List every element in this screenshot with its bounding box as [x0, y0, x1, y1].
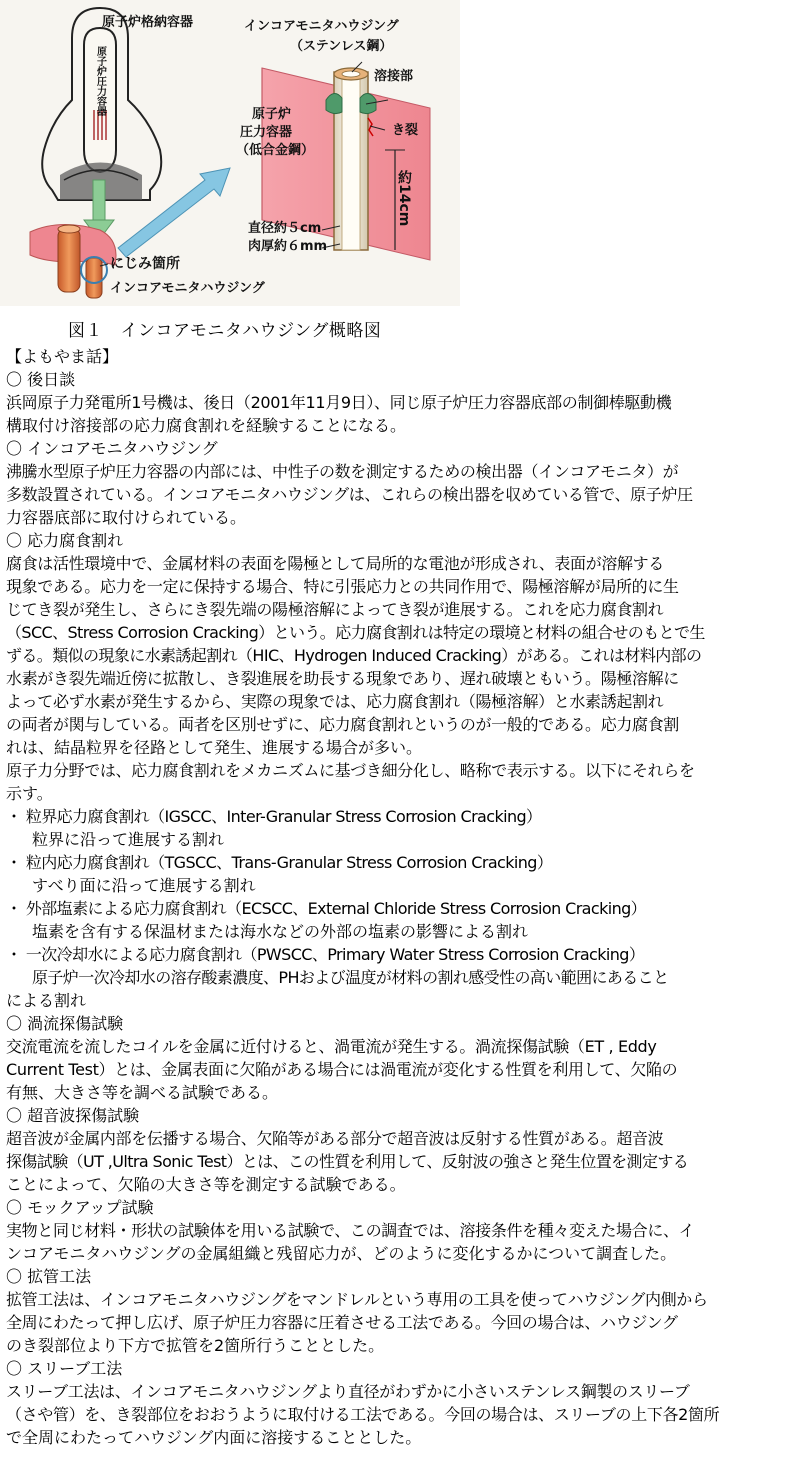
ut-line-1: 超音波が金属内部を伝播する場合、欠陥等がある部分で超音波は反射する性質がある。超音波 [6, 1129, 664, 1148]
label-rpv-3: （低合金鋼） [236, 143, 315, 158]
label-rpv-1: 原子炉 [252, 107, 292, 122]
bullet-ecscc: ・ 外部塩素による応力腐食割れ（ECSCC、External Chloride Stress Corrosion Cracking） [6, 899, 647, 918]
label-thickness: 肉厚約６mm [248, 239, 328, 254]
bullet-tgscc: ・ 粒内応力腐食割れ（TGSCC、Trans-Granular Stress Corrosion Cracking） [6, 853, 553, 872]
label-stainless: （ステンレス鋼） [290, 39, 393, 54]
sleeve-line-3: で全周にわたってハウジング内面に溶接することとした。 [6, 1428, 422, 1447]
label-diameter: 直径約５cm [248, 221, 322, 236]
mockup-line-2: ンコアモニタハウジングの金属組織と残留応力が、どのように変化するかについて調査した。 [6, 1244, 677, 1263]
expansion-line-3: のき裂部位より下方で拡管を2箇所行うこととした。 [6, 1336, 385, 1355]
expansion-line-2: 全周にわたって押し広げ、原子炉圧力容器に圧着させる工法である。今回の場合は、ハウジング [6, 1313, 678, 1332]
scc-line-11: 示す。 [6, 784, 53, 803]
section-title: 【よもやま話】 [6, 347, 119, 366]
label-length: 約14cm [396, 170, 412, 227]
scc-line-9: れは、結晶粒界を径路として発生、進展する場合が多い。 [6, 738, 423, 757]
ut-line-2: 探傷試験（UT ,Ultra Sonic Test）とは、この性質を利用して、反射波の強さと発生位置を測定する [6, 1152, 689, 1171]
heading-expansion: 〇 拡管工法 [6, 1267, 92, 1286]
heading-et: 〇 渦流探傷試験 [6, 1014, 124, 1033]
scc-line-3: じてき裂が発生し、さらにき裂先端の陽極溶解によってき裂が進展する。これを応力腐食割れ [6, 600, 664, 619]
scc-line-2: 現象である。応力を一定に保持する場合、特に引張応力との共同作用で、陽極溶解が局所的に生 [6, 577, 679, 596]
scc-line-6: 水素がき裂先端近傍に拡散し、き裂進展を助長する現象であり、遅れ破壊ともいう。陽極溶解に [6, 669, 679, 688]
et-line-1: 交流電流を流したコイルを金属に近付けると、渦電流が発生する。渦流探傷試験（ET , Eddy [6, 1037, 657, 1056]
housing-line-3: 力容器底部に取付けられている。 [6, 508, 247, 527]
later-line-2: 構取付け溶接部の応力腐食割れを経験することになる。 [6, 416, 407, 435]
article-body [6, 345, 806, 1449]
et-line-2: Current Test）とは、金属表面に欠陥がある場合には渦電流が変化する性質を利用して、欠陥の [6, 1060, 678, 1079]
expansion-line-1: 拡管工法は、インコアモニタハウジングをマンドレルという専用の工具を使ってハウジング内側から [6, 1290, 708, 1309]
figure-diagram [0, 0, 460, 306]
mockup-line-1: 実物と同じ材料・形状の試験体を用いる試験で、この調査では、溶接条件を種々変えた場合に、イ [6, 1221, 695, 1240]
et-line-3: 有無、大きさ等を調べる試験である。 [6, 1083, 279, 1102]
sleeve-line-1: スリーブ工法は、インコアモニタハウジングより直径がわずかに小さいステンレス鋼製のスリーブ [6, 1382, 690, 1401]
bullet-pwscc-desc: 原子炉一次冷却水の溶存酸素濃度、PHおよび温度が材料の割れ感受性の高い範囲にあること [32, 968, 669, 987]
label-housing-bottom: インコアモニタハウジング [110, 281, 265, 296]
housing-pipe [326, 68, 376, 250]
heading-ut: 〇 超音波探傷試験 [6, 1106, 140, 1125]
bullet-ecscc-desc: 塩素を含有する保温材または海水などの外部の塩素の影響による割れ [32, 922, 529, 941]
scc-line-1: 腐食は活性環境中で、金属材料の表面を陽極として局所的な電池が形成され、表面が溶解する [6, 554, 664, 573]
heading-later: 〇 後日談 [6, 370, 76, 389]
scc-line-4: （SCC、Stress Corrosion Cracking）という。応力腐食割れは特定の環境と材料の組合せのもとで生 [6, 623, 705, 642]
later-line-1: 浜岡原子力発電所1号機は、後日（2001年11月9日）、同じ原子炉圧力容器底部の制御棒駆動機 [6, 393, 672, 412]
heading-mockup: 〇 モックアップ試験 [6, 1198, 154, 1217]
figure-incore-monitor-housing [0, 0, 460, 306]
scc-line-10: 原子力分野では、応力腐食割れをメカニズムに基づき細分化し、略称で表示する。以下にそれらを [6, 761, 695, 780]
scc-line-7: よって必ず水素が発生するから、実際の現象では、応力腐食割れ（陽極溶解）と水素誘起割れ [6, 692, 664, 711]
scc-line-8: の両者が関与している。両者を区別せずに、応力腐食割れというのが一般的である。応力腐食割 [6, 715, 679, 734]
label-rpv-2: 圧力容器 [240, 125, 293, 140]
scc-line-5: ずる。類似の現象に水素誘起割れ（HIC、Hydrogen Induced Cracking）がある。これは材料内部の [6, 646, 702, 665]
heading-sleeve: 〇 スリーブ工法 [6, 1359, 123, 1378]
label-leak-spot: にじみ箇所 [110, 256, 180, 272]
bullet-pwscc-desc-tail: による割れ [6, 991, 87, 1010]
sleeve-line-2: （さや管）を、き裂部位をおおうように取付ける工法である。今回の場合は、スリーブの上下各2箇所 [6, 1405, 720, 1424]
bullet-tgscc-desc: すべり面に沿って進展する割れ [32, 876, 256, 895]
figure-caption: 図１ インコアモニタハウジング概略図 [68, 321, 382, 341]
label-housing-top: インコアモニタハウジング [244, 19, 399, 34]
label-weld: 溶接部 [374, 69, 414, 84]
bullet-igscc: ・ 粒界応力腐食割れ（IGSCC、Inter-Granular Stress Corrosion Cracking） [6, 807, 542, 826]
label-crack: き裂 [392, 123, 419, 138]
heading-scc: 〇 応力腐食割れ [6, 531, 124, 550]
ut-line-3: ことによって、欠陥の大きさ等を測定する試験である。 [6, 1175, 406, 1194]
bullet-igscc-desc: 粒界に沿って進展する割れ [32, 830, 225, 849]
housing-line-2: 多数設置されている。インコアモニタハウジングは、これらの検出器を収めている管で、原子炉圧 [6, 485, 693, 504]
housing-line-1: 沸騰水型原子炉圧力容器の内部には、中性子の数を測定するための検出器（インコアモニタ）が [6, 462, 679, 481]
label-pressure-vessel-vertical: 原子炉圧力容器 [94, 46, 106, 116]
label-containment-vessel: 原子炉格納容器 [102, 15, 194, 30]
bullet-pwscc: ・ 一次冷却水による応力腐食割れ（PWSCC、Primary Water Stress Corrosion Cracking） [6, 945, 645, 964]
heading-housing: 〇 インコアモニタハウジング [6, 439, 218, 458]
